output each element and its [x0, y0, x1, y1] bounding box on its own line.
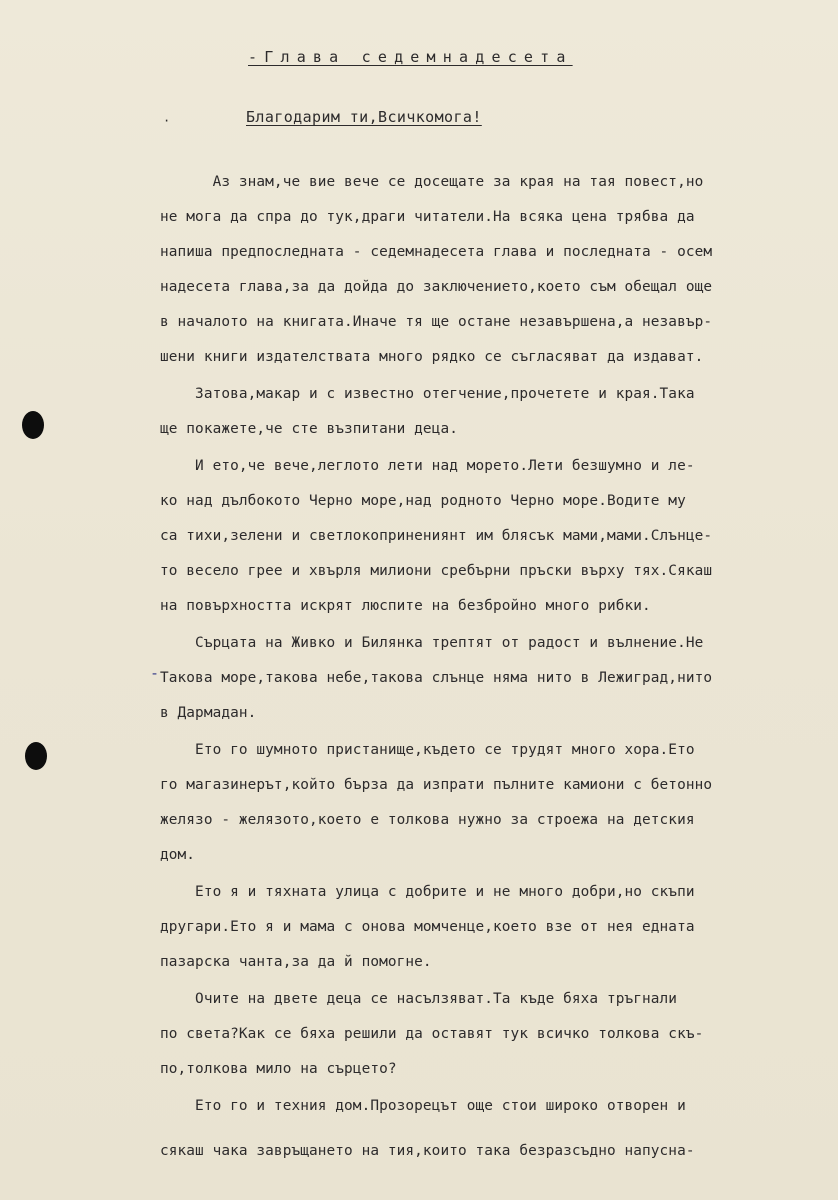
text-line: Такова море,такова небе,такова слънце няма нито в Лежиград,нито: [160, 670, 713, 686]
text-line: Очите на двете деца се насълзяват.Та къде бяха тръгнали: [160, 991, 678, 1007]
text-line: ко над дълбокото Черно море,над родното Черно море.Водите му: [160, 493, 686, 509]
text-line: сякаш чака завръщането на тия,които така безразсъдно напусна-: [160, 1143, 695, 1159]
text-line: на повърхността искрят люспите на безбройно много рибки.: [160, 598, 651, 614]
text-line: шени книги издателствата много рядко се съгласяват да издават.: [160, 349, 704, 365]
punch-hole: [25, 742, 47, 770]
text-line: Ето го и техния дом.Прозорецът още стои широко отворен и: [160, 1098, 686, 1114]
text-line: по,толкова мило на сърцето?: [160, 1061, 397, 1077]
text-line: Ето го шумното пристанище,където се трудят много хора.Ето: [160, 742, 695, 758]
text-line: дом.: [160, 847, 196, 863]
text-line: Аз знам,че вие вече се досещате за края на тая повест,но: [160, 174, 704, 190]
text-line: напиша предпоследната - седемнадесета глава и последната - осем: [160, 244, 713, 260]
text-line: то весело грее и хвърля милиони сребърни пръски върху тях.Сякаш: [160, 563, 713, 579]
text-line: пазарска чанта,за да й помогне.: [160, 954, 432, 970]
text-line: в Дармадан.: [160, 705, 257, 721]
chapter-subtitle: Благодарим ти,Всичкомога!: [246, 108, 482, 126]
pen-correction-mark: -: [150, 664, 160, 682]
text-line: другари.Ето я и мама с онова момченце,което взе от нея едната: [160, 919, 695, 935]
text-line: Затова,макар и с известно отегчение,прочетете и края.Така: [160, 386, 695, 402]
text-line: надесета глава,за да дойда до заключението,което съм обещал още: [160, 279, 713, 295]
text-line: Ето я и тяхната улица с добрите и не много добри,но скъпи: [160, 884, 695, 900]
text-line: не мога да спра до тук,драги читатели.На всяка цена трябва да: [160, 209, 695, 225]
punch-hole: [22, 411, 44, 439]
stray-mark: ·: [163, 114, 171, 128]
text-line: ще покажете,че сте възпитани деца.: [160, 421, 458, 437]
text-line: И ето,че вече,леглото лети над морето.Лети безшумно и ле-: [160, 458, 695, 474]
text-line: по света?Как се бяха решили да оставят тук всичко толкова скъ-: [160, 1026, 704, 1042]
chapter-title: -Глава седемнадесета: [248, 48, 573, 66]
text-line: желязо - желязото,което е толкова нужно за строежа на детския: [160, 812, 695, 828]
text-line: Сърцата на Живко и Билянка трептят от радост и вълнение.Не: [160, 635, 704, 651]
text-line: са тихи,зелени и светлокопринениянт им блясък мами,мами.Слънце-: [160, 528, 713, 544]
text-line: в началото на книгата.Иначе тя ще остане незавършена,а незавър-: [160, 314, 713, 330]
text-line: го магазинерът,който бърза да изпрати пълните камиони с бетонно: [160, 777, 713, 793]
